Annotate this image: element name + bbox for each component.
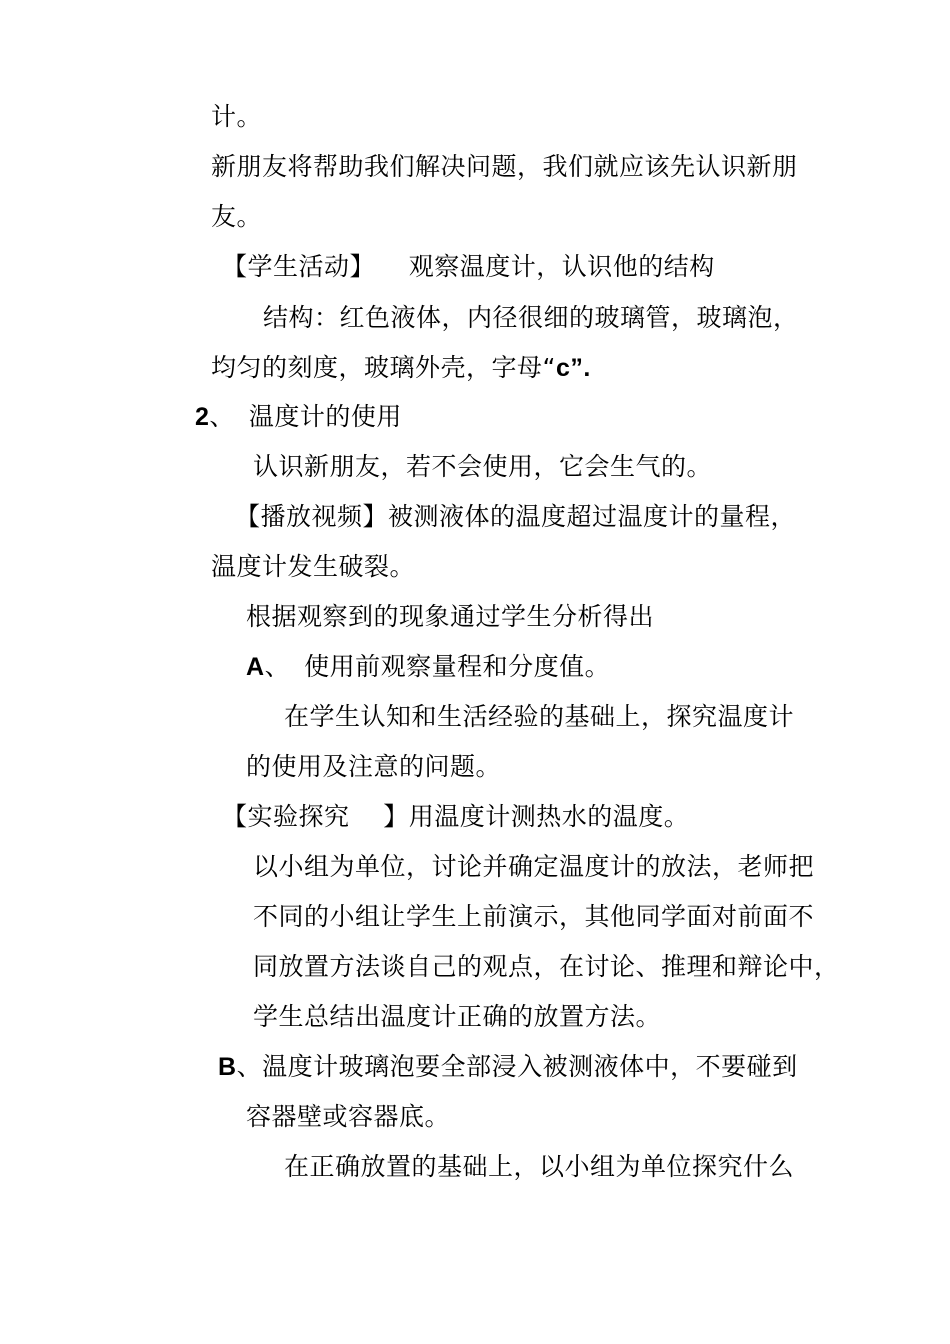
group-line-1: 以小组为单位，讨论并确定温度计的放法，老师把 <box>253 852 815 881</box>
text-line-usage: 认识新朋友，若不会使用，它会生气的。 <box>253 452 713 481</box>
item-a-separator: 、 <box>264 652 291 681</box>
explore-line-1: 在学生认知和生活经验的基础上，探究温度计 <box>284 702 795 731</box>
video-line-2: 温度计发生破裂。 <box>211 552 416 581</box>
group-line-4: 学生总结出温度计正确的放置方法。 <box>253 1002 662 1031</box>
explore-line-2: 的使用及注意的问题。 <box>246 752 502 781</box>
item-b-label: B <box>218 1053 237 1081</box>
letter-c-mark: c”. <box>555 354 591 382</box>
student-activity-heading: 【学生活动】 观察温度计，认识他的结构 <box>222 252 715 281</box>
item-b-line-2: 容器壁或容器底。 <box>246 1102 451 1131</box>
structure-line-1: 结构：红色液体，内径很细的玻璃管，玻璃泡， <box>263 303 799 332</box>
analysis-line: 根据观察到的现象通过学生分析得出 <box>246 602 655 631</box>
video-heading: 【播放视频】被测液体的温度超过温度计的量程， <box>235 502 797 531</box>
text-line-1: 计。 <box>211 102 263 131</box>
item-b <box>218 1051 798 1083</box>
experiment-heading: 【实验探究 】用温度计测热水的温度。 <box>222 802 690 831</box>
final-line: 在正确放置的基础上，以小组为单位探究什么 <box>284 1152 795 1181</box>
section-2-title: 温度计的使用 <box>248 402 402 431</box>
structure-line-2-text: 均匀的刻度，玻璃外壳，字母“ <box>211 353 556 382</box>
item-b-text: 、温度计玻璃泡要全部浸入被测液体中，不要碰到 <box>236 1052 798 1081</box>
text-line-2: 新朋友将帮助我们解决问题，我们就应该先认识新朋 <box>211 152 798 181</box>
structure-line-2 <box>211 352 591 384</box>
item-a-label: A <box>246 653 265 681</box>
group-line-3: 同放置方法谈自己的观点，在讨论、推理和辩论中， <box>253 952 840 981</box>
text-line-3: 友。 <box>211 202 263 231</box>
group-line-2: 不同的小组让学生上前演示，其他同学面对前面不 <box>253 902 815 931</box>
item-a-text: 使用前观察量程和分度值。 <box>304 652 611 681</box>
section-separator: 、 <box>209 402 235 431</box>
item-a <box>246 651 610 683</box>
section-2-heading <box>195 401 402 433</box>
section-number: 2 <box>195 403 210 431</box>
